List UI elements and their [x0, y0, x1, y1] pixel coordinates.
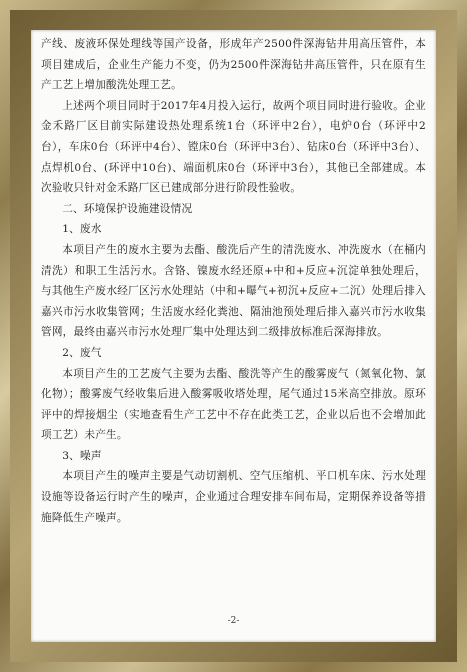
paragraph-acceptance-scope: 上述两个项目同时于2017年4月投入运行，故两个项目同时进行验收。企业金禾路厂区目前实际建设热处理系统1台（环评中2台），电炉0台（环评中2台），车床0台（环评中4台）、镗床0台（环评中3台）、钻床0台（环评中3台）、点焊机0台、(环评中10台)、端面机床0台（环评中3台），其他已全部建成。本次验收只针对金禾路厂区已建成部分进行阶段性验收。: [41, 99, 426, 195]
paragraph-exhaust-gas: 本项目产生的工艺废气主要为去酯、酸洗等产生的酸雾废气（氮氧化物、氯化物）；酸雾废气经收集后进入酸雾吸收塔处理，尾气通过15米高空排放。原环评中的焊接烟尘（实地查看生产工艺中不存在此类工艺，企业以后也不会增加此项工艺）未产生。: [41, 367, 426, 442]
document-body: [41, 34, 426, 528]
subheading-noise: 3、噪声: [62, 449, 102, 462]
paragraph-wastewater: 本项目产生的废水主要为去酯、酸洗后产生的清洗废水、冲洗废水（在桶内清洗）和职工生活污水。含铬、镍废水经还原+中和+反应+沉淀单独处理后，与其他生产废水经厂区污水处理站（中和+曝气+初沉+反应+二沉）处理后排入嘉兴市污水收集管网；生活废水经化粪池、隔油池预处理后排入嘉兴市污水收集管网，最终由嘉兴市污水处理厂集中处理达到二级排放标准后深海排放。: [41, 243, 426, 339]
paragraph-noise: 本项目产生的噪声主要是气动切割机、空气压缩机、平口机车床、污水处理设施等设备运行时产生的噪声，企业通过合理安排车间布局，定期保养设备等措施降低生产噪声。: [41, 470, 426, 524]
paragraph-intro-continuation: 产线、废液环保处理线等国产设备，形成年产2500件深海钻井用高压管件，本项目建成后，企业生产能力不变，仍为2500件深海钻井高压管件，只在原有生产工艺上增加酸洗处理工艺。: [41, 38, 426, 92]
document-page: [31, 30, 436, 642]
subheading-wastewater: 1、废水: [62, 223, 102, 236]
subheading-exhaust-gas: 2、废气: [62, 346, 102, 359]
page-number: -2-: [227, 616, 240, 626]
section-heading-environmental-facilities: 二、环境保护设施建设情况: [62, 202, 193, 215]
